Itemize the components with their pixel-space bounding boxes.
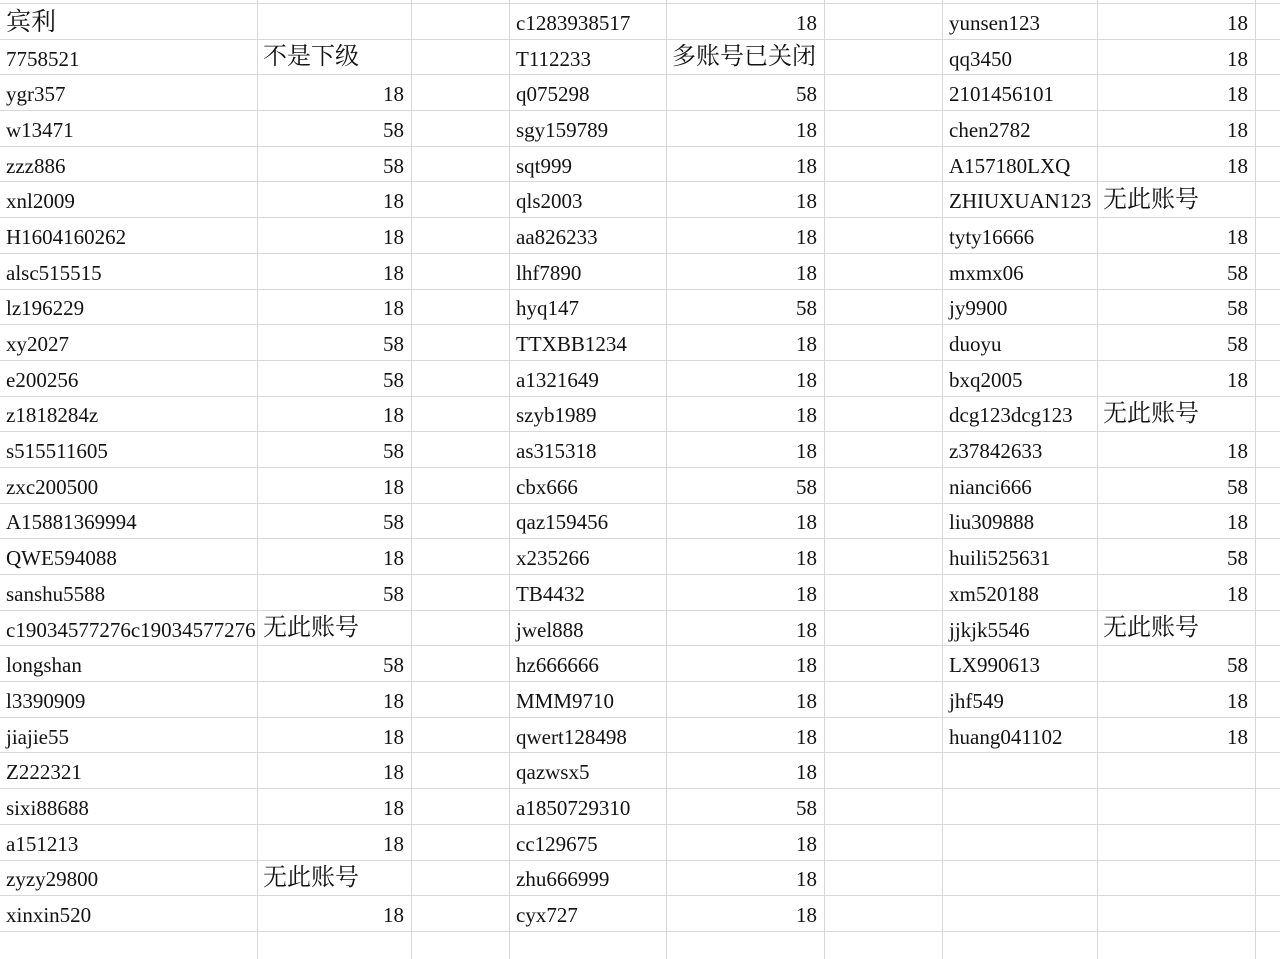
account-cell[interactable]: xnl2009	[0, 182, 258, 218]
value-cell[interactable]: 58	[258, 504, 412, 540]
value-cell[interactable]: 18	[1098, 361, 1256, 397]
value-cell[interactable]: 18	[667, 182, 825, 218]
spacer-cell[interactable]	[825, 111, 943, 147]
status-cell[interactable]: 无此账号	[1098, 611, 1256, 647]
gridline-segment	[1255, 0, 1256, 3]
account-cell[interactable]: qazwsx5	[510, 753, 667, 789]
value-cell[interactable]: 18	[258, 753, 412, 789]
spacer-cell[interactable]	[412, 896, 510, 932]
edge-cell[interactable]	[1256, 468, 1280, 504]
account-cell[interactable]: bxq2005	[943, 361, 1098, 397]
status-cell[interactable]: 无此账号	[1098, 397, 1256, 433]
value-cell[interactable]: 18	[667, 861, 825, 897]
account-cell[interactable]: jiajie55	[0, 718, 258, 754]
account-cell[interactable]: aa826233	[510, 218, 667, 254]
account-cell[interactable]: w13471	[0, 111, 258, 147]
account-cell[interactable]	[510, 932, 667, 959]
account-cell[interactable]: cyx727	[510, 896, 667, 932]
value-cell[interactable]: 18	[1098, 75, 1256, 111]
value-cell[interactable]: 18	[667, 432, 825, 468]
account-cell[interactable]: xinxin520	[0, 896, 258, 932]
edge-cell[interactable]	[1256, 182, 1280, 218]
spacer-cell[interactable]	[825, 682, 943, 718]
spacer-cell[interactable]	[412, 4, 510, 40]
value-cell[interactable]: 18	[1098, 718, 1256, 754]
value-cell[interactable]: 18	[258, 539, 412, 575]
value-cell[interactable]: 18	[667, 325, 825, 361]
edge-cell[interactable]	[1256, 254, 1280, 290]
account-cell[interactable]: zzz886	[0, 147, 258, 183]
value-cell[interactable]: 18	[667, 4, 825, 40]
value-cell[interactable]: 58	[667, 468, 825, 504]
account-cell[interactable]: z37842633	[943, 432, 1098, 468]
spacer-cell[interactable]	[825, 4, 943, 40]
account-cell[interactable]: as315318	[510, 432, 667, 468]
edge-cell[interactable]	[1256, 753, 1280, 789]
value-cell[interactable]: 58	[258, 361, 412, 397]
spacer-cell[interactable]	[412, 111, 510, 147]
status-cell[interactable]: 无此账号	[258, 861, 412, 897]
value-cell[interactable]: 18	[258, 468, 412, 504]
account-cell[interactable]: jhf549	[943, 682, 1098, 718]
value-cell[interactable]: 18	[258, 718, 412, 754]
value-cell[interactable]: 18	[667, 504, 825, 540]
spacer-cell[interactable]	[825, 504, 943, 540]
spacer-cell[interactable]	[412, 361, 510, 397]
spacer-cell[interactable]	[825, 182, 943, 218]
value-cell[interactable]: 58	[1098, 290, 1256, 326]
value-cell[interactable]: 18	[258, 682, 412, 718]
account-cell[interactable]: ygr357	[0, 75, 258, 111]
value-cell[interactable]: 18	[1098, 682, 1256, 718]
gridline-segment	[1097, 0, 1098, 3]
value-cell[interactable]: 18	[258, 182, 412, 218]
clipped-top-row	[0, 0, 1280, 4]
account-cell[interactable]: T112233	[510, 40, 667, 76]
edge-cell[interactable]	[1256, 575, 1280, 611]
spacer-cell[interactable]	[412, 789, 510, 825]
edge-cell[interactable]	[1256, 539, 1280, 575]
value-cell[interactable]: 18	[667, 682, 825, 718]
value-cell[interactable]: 58	[1098, 468, 1256, 504]
status-cell[interactable]: 无此账号	[258, 611, 412, 647]
value-cell[interactable]: 18	[667, 825, 825, 861]
status-cell[interactable]: 不是下级	[258, 40, 412, 76]
edge-cell[interactable]	[1256, 861, 1280, 897]
edge-cell[interactable]	[1256, 432, 1280, 468]
spacer-cell[interactable]	[412, 218, 510, 254]
value-cell[interactable]: 18	[258, 789, 412, 825]
account-cell[interactable]: 7758521	[0, 40, 258, 76]
value-cell[interactable]: 58	[258, 111, 412, 147]
account-cell[interactable]: sanshu5588	[0, 575, 258, 611]
spacer-cell[interactable]	[412, 468, 510, 504]
edge-cell[interactable]	[1256, 932, 1280, 959]
spacer-cell[interactable]	[412, 753, 510, 789]
edge-cell[interactable]	[1256, 397, 1280, 433]
spacer-cell[interactable]	[412, 718, 510, 754]
gridline-segment	[666, 0, 667, 3]
value-cell[interactable]: 18	[258, 290, 412, 326]
account-cell[interactable]: dcg123dcg123	[943, 397, 1098, 433]
spacer-cell[interactable]	[825, 40, 943, 76]
edge-cell[interactable]	[1256, 825, 1280, 861]
account-cell[interactable]: MMM9710	[510, 682, 667, 718]
value-cell[interactable]: 18	[258, 397, 412, 433]
account-cell[interactable]: q075298	[510, 75, 667, 111]
spacer-cell[interactable]	[412, 861, 510, 897]
account-cell[interactable]: jwel888	[510, 611, 667, 647]
spacer-cell[interactable]	[412, 40, 510, 76]
account-cell[interactable]	[943, 825, 1098, 861]
value-cell[interactable]	[1098, 753, 1256, 789]
value-cell[interactable]: 18	[1098, 432, 1256, 468]
account-cell[interactable]: TB4432	[510, 575, 667, 611]
spacer-cell[interactable]	[825, 861, 943, 897]
account-cell[interactable]: s515511605	[0, 432, 258, 468]
account-cell[interactable]: duoyu	[943, 325, 1098, 361]
spacer-cell[interactable]	[825, 575, 943, 611]
spacer-cell[interactable]	[825, 932, 943, 959]
account-cell[interactable]: lhf7890	[510, 254, 667, 290]
spacer-cell[interactable]	[412, 611, 510, 647]
spacer-cell[interactable]	[825, 468, 943, 504]
value-cell[interactable]	[1098, 789, 1256, 825]
spacer-cell[interactable]	[825, 896, 943, 932]
edge-cell[interactable]	[1256, 682, 1280, 718]
value-cell[interactable]: 18	[1098, 504, 1256, 540]
account-cell[interactable]: LX990613	[943, 646, 1098, 682]
account-cell[interactable]: tyty16666	[943, 218, 1098, 254]
value-cell[interactable]: 18	[258, 254, 412, 290]
spacer-cell[interactable]	[825, 539, 943, 575]
account-cell[interactable]: chen2782	[943, 111, 1098, 147]
account-cell[interactable]	[943, 896, 1098, 932]
account-cell[interactable]: z1818284z	[0, 397, 258, 433]
spacer-cell[interactable]	[825, 361, 943, 397]
edge-cell[interactable]	[1256, 896, 1280, 932]
value-cell[interactable]	[1098, 861, 1256, 897]
value-cell[interactable]: 18	[258, 75, 412, 111]
value-cell[interactable]: 58	[1098, 539, 1256, 575]
spacer-cell[interactable]	[825, 646, 943, 682]
value-cell[interactable]	[258, 4, 412, 40]
edge-cell[interactable]	[1256, 147, 1280, 183]
value-cell[interactable]	[258, 932, 412, 959]
value-cell[interactable]: 58	[258, 432, 412, 468]
edge-cell[interactable]	[1256, 789, 1280, 825]
value-cell[interactable]: 18	[667, 397, 825, 433]
spacer-cell[interactable]	[412, 646, 510, 682]
account-cell[interactable]: zyzy29800	[0, 861, 258, 897]
account-cell[interactable]: 2101456101	[943, 75, 1098, 111]
spacer-cell[interactable]	[412, 325, 510, 361]
value-cell[interactable]: 18	[1098, 218, 1256, 254]
edge-cell[interactable]	[1256, 111, 1280, 147]
value-cell[interactable]: 58	[667, 290, 825, 326]
spacer-cell[interactable]	[412, 254, 510, 290]
account-cell[interactable]: sqt999	[510, 147, 667, 183]
account-cell[interactable]: qls2003	[510, 182, 667, 218]
value-cell[interactable]	[1098, 932, 1256, 959]
value-cell[interactable]	[1098, 896, 1256, 932]
gridline-segment	[509, 0, 510, 3]
value-cell[interactable]: 18	[667, 218, 825, 254]
value-cell[interactable]: 18	[1098, 575, 1256, 611]
gridline-segment	[824, 0, 825, 3]
value-cell[interactable]: 18	[667, 718, 825, 754]
spacer-cell[interactable]	[412, 932, 510, 959]
value-cell[interactable]: 18	[1098, 111, 1256, 147]
account-cell[interactable]: H1604160262	[0, 218, 258, 254]
account-cell[interactable]: hyq147	[510, 290, 667, 326]
value-cell[interactable]: 18	[667, 646, 825, 682]
edge-cell[interactable]	[1256, 361, 1280, 397]
edge-cell[interactable]	[1256, 40, 1280, 76]
spacer-cell[interactable]	[412, 539, 510, 575]
value-cell[interactable]: 18	[667, 147, 825, 183]
value-cell[interactable]	[1098, 825, 1256, 861]
edge-cell[interactable]	[1256, 4, 1280, 40]
value-cell[interactable]: 58	[667, 75, 825, 111]
account-cell[interactable]: zxc200500	[0, 468, 258, 504]
account-cell[interactable]: c1283938517	[510, 4, 667, 40]
spacer-cell[interactable]	[825, 825, 943, 861]
value-cell[interactable]: 58	[1098, 646, 1256, 682]
account-cell[interactable]: hz666666	[510, 646, 667, 682]
edge-cell[interactable]	[1256, 325, 1280, 361]
gridline-segment	[942, 0, 943, 3]
value-cell[interactable]: 18	[667, 254, 825, 290]
spacer-cell[interactable]	[825, 218, 943, 254]
gridline-segment	[411, 0, 412, 3]
value-cell[interactable]: 58	[258, 147, 412, 183]
account-cell[interactable]: qwert128498	[510, 718, 667, 754]
edge-cell[interactable]	[1256, 218, 1280, 254]
spacer-cell[interactable]	[412, 432, 510, 468]
spacer-cell[interactable]	[412, 75, 510, 111]
account-cell[interactable]: A157180LXQ	[943, 147, 1098, 183]
account-cell[interactable]	[943, 753, 1098, 789]
cell-grid	[0, 4, 1280, 959]
account-cell[interactable]: xm520188	[943, 575, 1098, 611]
account-cell[interactable]	[943, 932, 1098, 959]
account-cell[interactable]: e200256	[0, 361, 258, 397]
value-cell[interactable]: 18	[258, 825, 412, 861]
value-cell[interactable]: 18	[258, 218, 412, 254]
spacer-cell[interactable]	[825, 432, 943, 468]
spacer-cell[interactable]	[825, 325, 943, 361]
account-cell[interactable]: cc129675	[510, 825, 667, 861]
edge-cell[interactable]	[1256, 611, 1280, 647]
value-cell[interactable]: 58	[1098, 254, 1256, 290]
account-cell[interactable]: a151213	[0, 825, 258, 861]
account-cell[interactable]: c19034577276c19034577276	[0, 611, 258, 647]
spacer-cell[interactable]	[825, 254, 943, 290]
value-cell[interactable]: 18	[667, 539, 825, 575]
gridline-segment	[257, 0, 258, 3]
account-cell[interactable]: liu309888	[943, 504, 1098, 540]
value-cell[interactable]: 18	[667, 111, 825, 147]
sheet-title-cell[interactable]: 宾利	[0, 4, 258, 40]
account-cell[interactable]: szyb1989	[510, 397, 667, 433]
edge-cell[interactable]	[1256, 718, 1280, 754]
value-cell[interactable]: 18	[667, 896, 825, 932]
account-cell[interactable]	[0, 932, 258, 959]
spacer-cell[interactable]	[412, 290, 510, 326]
account-cell[interactable]: jy9900	[943, 290, 1098, 326]
account-cell[interactable]	[943, 789, 1098, 825]
edge-cell[interactable]	[1256, 646, 1280, 682]
value-cell[interactable]: 58	[667, 789, 825, 825]
account-cell[interactable]	[943, 861, 1098, 897]
value-cell[interactable]: 58	[258, 575, 412, 611]
status-cell[interactable]: 无此账号	[1098, 182, 1256, 218]
value-cell[interactable]: 18	[1098, 4, 1256, 40]
account-cell[interactable]: A15881369994	[0, 504, 258, 540]
account-cell[interactable]: yunsen123	[943, 4, 1098, 40]
account-cell[interactable]: huang041102	[943, 718, 1098, 754]
spacer-cell[interactable]	[825, 789, 943, 825]
account-cell[interactable]: x235266	[510, 539, 667, 575]
account-cell[interactable]: nianci666	[943, 468, 1098, 504]
value-cell[interactable]: 58	[1098, 325, 1256, 361]
account-cell[interactable]: sixi88688	[0, 789, 258, 825]
account-cell[interactable]: xy2027	[0, 325, 258, 361]
spacer-cell[interactable]	[825, 290, 943, 326]
account-cell[interactable]: longshan	[0, 646, 258, 682]
account-cell[interactable]: mxmx06	[943, 254, 1098, 290]
account-cell[interactable]: alsc515515	[0, 254, 258, 290]
account-cell[interactable]: lz196229	[0, 290, 258, 326]
spacer-cell[interactable]	[825, 718, 943, 754]
value-cell[interactable]	[667, 932, 825, 959]
edge-cell[interactable]	[1256, 290, 1280, 326]
account-cell[interactable]: qaz159456	[510, 504, 667, 540]
spacer-cell[interactable]	[825, 611, 943, 647]
spacer-cell[interactable]	[825, 147, 943, 183]
spacer-cell[interactable]	[412, 182, 510, 218]
value-cell[interactable]: 18	[1098, 40, 1256, 76]
spacer-cell[interactable]	[412, 825, 510, 861]
value-cell[interactable]: 18	[1098, 147, 1256, 183]
edge-cell[interactable]	[1256, 504, 1280, 540]
spacer-cell[interactable]	[412, 397, 510, 433]
spacer-cell[interactable]	[825, 753, 943, 789]
status-cell[interactable]: 多账号已关闭	[667, 40, 825, 76]
account-cell[interactable]: l3390909	[0, 682, 258, 718]
account-cell[interactable]: QWE594088	[0, 539, 258, 575]
account-cell[interactable]: Z222321	[0, 753, 258, 789]
account-cell[interactable]: cbx666	[510, 468, 667, 504]
account-cell[interactable]: qq3450	[943, 40, 1098, 76]
account-cell[interactable]: jjkjk5546	[943, 611, 1098, 647]
spacer-cell[interactable]	[412, 682, 510, 718]
spacer-cell[interactable]	[412, 504, 510, 540]
spacer-cell[interactable]	[825, 397, 943, 433]
value-cell[interactable]: 58	[258, 646, 412, 682]
value-cell[interactable]: 18	[667, 753, 825, 789]
value-cell[interactable]: 18	[667, 611, 825, 647]
value-cell[interactable]: 18	[667, 361, 825, 397]
account-cell[interactable]: huili525631	[943, 539, 1098, 575]
spacer-cell[interactable]	[825, 75, 943, 111]
account-cell[interactable]: zhu666999	[510, 861, 667, 897]
account-cell[interactable]: a1850729310	[510, 789, 667, 825]
account-cell[interactable]: ZHIUXUAN123	[943, 182, 1098, 218]
value-cell[interactable]: 18	[667, 575, 825, 611]
account-cell[interactable]: TTXBB1234	[510, 325, 667, 361]
spacer-cell[interactable]	[412, 575, 510, 611]
value-cell[interactable]: 58	[258, 325, 412, 361]
value-cell[interactable]: 18	[258, 896, 412, 932]
account-cell[interactable]: sgy159789	[510, 111, 667, 147]
edge-cell[interactable]	[1256, 75, 1280, 111]
account-cell[interactable]: a1321649	[510, 361, 667, 397]
spacer-cell[interactable]	[412, 147, 510, 183]
